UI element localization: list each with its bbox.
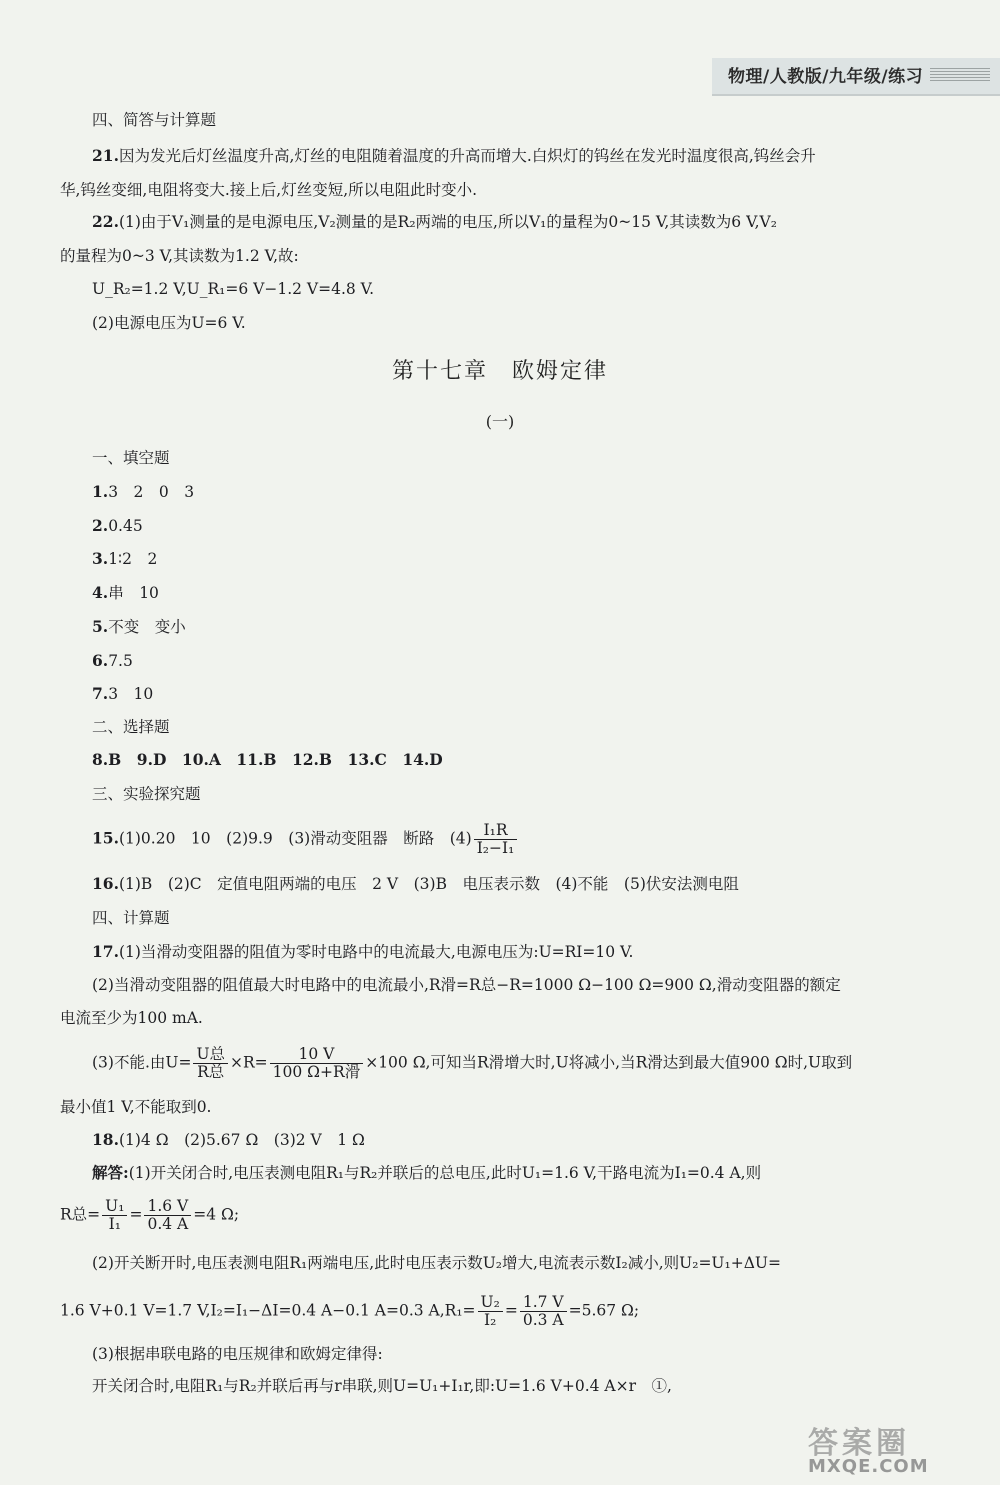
fraction-numerator: 1.6 V bbox=[144, 1198, 191, 1216]
q18-line-3: (2)开关断开时,电压表测电阻R₁两端电压,此时电压表示数U₂增大,电流表示数I₂减小,则U₂=U₁+ΔU= bbox=[92, 1254, 781, 1272]
q17-text-4c: ×100 Ω,可知当R滑增大时,U将减小,当R滑达到最大值900 Ω时,U取到 bbox=[365, 1053, 853, 1072]
q22-line-4: (2)电源电压为U=6 V. bbox=[92, 314, 246, 332]
q17-line-1 bbox=[92, 942, 633, 962]
fraction-numerator: I₁R bbox=[474, 822, 518, 840]
q21-text-1: 因为发光后灯丝温度升高,灯丝的电阻随着温度的升高而增大.白炽灯的钨丝在发光时温度很高,钨丝会升 bbox=[118, 147, 816, 165]
fraction-numerator: 1.7 V bbox=[520, 1294, 567, 1312]
fill-item-text: 不变 变小 bbox=[108, 618, 186, 636]
fill-item-number: 2. bbox=[92, 516, 109, 535]
fraction-denominator: I₂−I₁ bbox=[476, 839, 515, 857]
section-heading-answer-calc: 四、简答与计算题 bbox=[92, 111, 217, 129]
fill-item-text: 7.5 bbox=[108, 652, 133, 670]
watermark-logo bbox=[808, 1418, 988, 1478]
q15-fraction bbox=[474, 822, 518, 857]
fill-item-text: 0.45 bbox=[108, 517, 143, 535]
fraction-denominator: I₁ bbox=[108, 1215, 121, 1233]
q22-line-1 bbox=[92, 212, 777, 232]
q15-line bbox=[92, 822, 519, 857]
fill-item-number: 4. bbox=[92, 583, 109, 602]
q15-text: (1)0.20 10 (2)9.9 (3)滑动变阻器 断路 (4) bbox=[118, 829, 472, 848]
q17-text-1: (1)当滑动变阻器的阻值为零时电路中的电流最大,电源电压为:U=RI=10 V. bbox=[118, 943, 634, 961]
q21-line-1 bbox=[92, 146, 816, 166]
q18-answer-line bbox=[92, 1130, 365, 1150]
experiment-heading: 三、实验探究题 bbox=[92, 785, 201, 803]
solution-label: 解答: bbox=[92, 1163, 129, 1182]
q17-line-4 bbox=[92, 1046, 852, 1081]
q18-text-4b: = bbox=[504, 1301, 518, 1320]
fraction-numerator: U₂ bbox=[478, 1294, 503, 1312]
fill-item-7 bbox=[92, 684, 153, 704]
q18-line-5: (3)根据串联电路的电压规律和欧姆定律得: bbox=[92, 1345, 383, 1363]
q17-line-2: (2)当滑动变阻器的阻值最大时电路中的电流最小,R滑=R总−R=1000 Ω−100 Ω=900 Ω,滑动变阻器的额定 bbox=[92, 976, 841, 994]
watermark-bottom: MXQE.COM bbox=[808, 1456, 929, 1477]
q18-text-1: (1)开关闭合时,电压表测电阻R₁与R₂并联后的总电压,此时U₁=1.6 V,干路电流为I₁=0.4 A,则 bbox=[128, 1164, 762, 1182]
q17-text-4a: (3)不能.由U= bbox=[92, 1053, 192, 1072]
fill-item-2 bbox=[92, 516, 143, 536]
q17-number: 17. bbox=[92, 942, 119, 961]
fill-item-5 bbox=[92, 617, 186, 637]
q22-line-2: 的量程为0~3 V,其读数为1.2 V,故: bbox=[60, 247, 299, 265]
q18-fraction-4 bbox=[520, 1294, 567, 1329]
q16-number: 16. bbox=[92, 874, 119, 893]
q22-number: 22. bbox=[92, 212, 119, 231]
fill-item-6 bbox=[92, 651, 133, 671]
q15-number: 15. bbox=[92, 828, 119, 848]
chapter-subtitle: (一) bbox=[485, 412, 515, 431]
q22-line-3: U_R₂=1.2 V,U_R₁=6 V−1.2 V=4.8 V. bbox=[92, 280, 375, 298]
q21-number: 21. bbox=[92, 146, 119, 165]
header-decoration bbox=[930, 68, 990, 82]
fill-item-4 bbox=[92, 583, 159, 603]
fraction-denominator: 0.3 A bbox=[522, 1311, 564, 1329]
q17-line-5: 最小值1 V,不能取到0. bbox=[60, 1098, 212, 1116]
choice-heading: 二、选择题 bbox=[92, 718, 170, 736]
q18-text-2a: R总= bbox=[60, 1205, 101, 1224]
choice-answers: 8.B 9.D 10.A 11.B 12.B 13.C 14.D bbox=[92, 750, 443, 769]
fraction-numerator: 10 V bbox=[270, 1046, 364, 1064]
q18-text-2b: = bbox=[129, 1205, 143, 1224]
q17-line-3: 电流至少为100 mA. bbox=[60, 1009, 203, 1027]
fraction-numerator: U₁ bbox=[102, 1198, 127, 1216]
fill-item-text: 3 10 bbox=[108, 685, 154, 703]
q18-fraction-1 bbox=[102, 1198, 127, 1233]
fill-item-text: 串 10 bbox=[108, 584, 159, 602]
watermark-top: 答案圈 bbox=[808, 1426, 910, 1461]
q18-number: 18. bbox=[92, 1130, 119, 1149]
q18-fraction-3 bbox=[478, 1294, 503, 1329]
q17-fraction-2 bbox=[270, 1046, 364, 1081]
fraction-denominator: 100 Ω+R滑 bbox=[272, 1063, 361, 1081]
fill-item-number: 7. bbox=[92, 684, 109, 703]
fraction-numerator: U总 bbox=[193, 1046, 228, 1064]
q18-line-1 bbox=[92, 1163, 761, 1183]
q18-text-4c: =5.67 Ω; bbox=[568, 1301, 640, 1320]
fraction-denominator: R总 bbox=[197, 1063, 225, 1081]
fill-item-number: 5. bbox=[92, 617, 109, 636]
fill-item-text: 1∶2 2 bbox=[108, 550, 158, 568]
fill-item-text: 3 2 0 3 bbox=[108, 483, 195, 501]
q22-text-1: (1)由于V₁测量的是电源电压,V₂测量的是R₂两端的电压,所以V₁的量程为0~15 V,其读数为6 V,V₂ bbox=[118, 213, 777, 231]
q17-fraction-1 bbox=[193, 1046, 228, 1081]
fill-item-number: 6. bbox=[92, 651, 109, 670]
fill-item-number: 3. bbox=[92, 549, 109, 568]
calc-heading: 四、计算题 bbox=[92, 909, 170, 927]
q18-fraction-2 bbox=[144, 1198, 191, 1233]
fraction-denominator: 0.4 A bbox=[147, 1215, 189, 1233]
q18-text-2c: =4 Ω; bbox=[193, 1205, 240, 1224]
q21-line-2: 华,钨丝变细,电阻将变大.接上后,灯丝变短,所以电阻此时变小. bbox=[60, 181, 478, 199]
fill-item-number: 1. bbox=[92, 482, 109, 501]
fraction-denominator: I₂ bbox=[484, 1311, 497, 1329]
chapter-title: 第十七章 欧姆定律 bbox=[391, 359, 608, 384]
q17-text-4b: ×R= bbox=[230, 1053, 268, 1072]
q16-line bbox=[92, 874, 739, 894]
header-title: 物理/人教版/九年级/练习 bbox=[728, 67, 924, 87]
fill-heading: 一、填空题 bbox=[92, 449, 170, 467]
fill-item-3 bbox=[92, 549, 157, 569]
q16-text: (1)B (2)C 定值电阻两端的电压 2 V (3)B 电压表示数 (4)不能 (5)伏安法测电阻 bbox=[118, 875, 739, 893]
fill-item-1 bbox=[92, 482, 194, 502]
q18-line-4 bbox=[60, 1294, 639, 1329]
q18-answer: (1)4 Ω (2)5.67 Ω (3)2 V 1 Ω bbox=[118, 1131, 365, 1149]
q18-text-4a: 1.6 V+0.1 V=1.7 V,I₂=I₁−ΔI=0.4 A−0.1 A=0.3 A,R₁= bbox=[60, 1301, 476, 1320]
q18-line-2 bbox=[60, 1198, 239, 1233]
q18-line-6: 开关闭合时,电阻R₁与R₂并联后再与r串联,则U=U₁+I₁r,即:U=1.6 V+0.4 A×r ①, bbox=[92, 1377, 672, 1395]
